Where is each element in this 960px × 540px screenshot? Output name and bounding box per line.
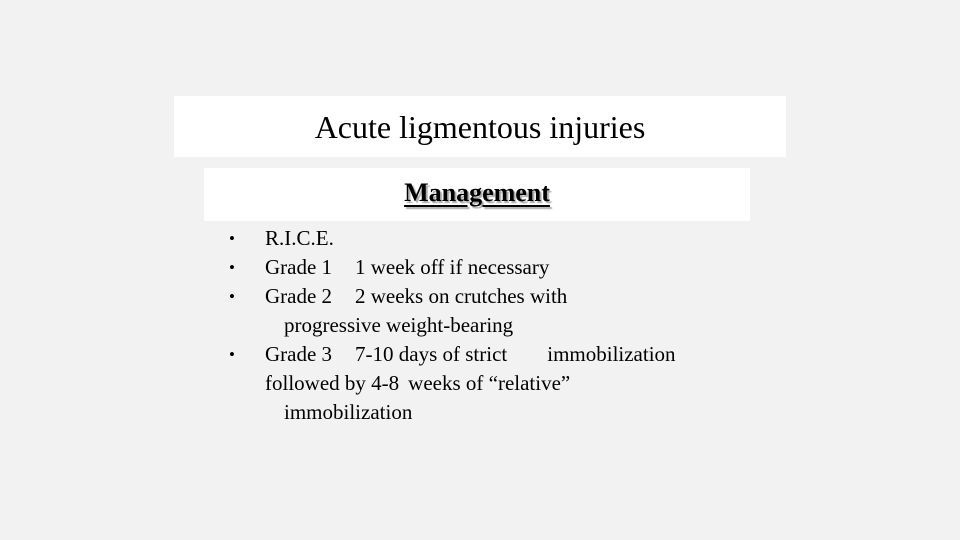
slide-subtitle: Management bbox=[404, 177, 550, 207]
bullet-text: immobilization bbox=[547, 342, 676, 366]
title-box bbox=[174, 96, 786, 157]
bullet-item-rice bbox=[226, 224, 746, 253]
bullet-text: followed by 4-8 bbox=[265, 371, 400, 395]
bullet-icon: • bbox=[229, 345, 235, 364]
bullet-text: 2 weeks on crutches with bbox=[355, 284, 568, 308]
bullet-icon: • bbox=[229, 258, 235, 277]
bullet-line bbox=[265, 340, 746, 369]
bullet-line bbox=[265, 282, 746, 311]
bullet-text: 7-10 days of strict bbox=[355, 342, 508, 366]
bullet-line bbox=[265, 369, 746, 398]
bullet-text: 1 week off if necessary bbox=[355, 255, 550, 279]
bullet-item-grade-1 bbox=[226, 253, 746, 282]
grade-label: Grade 1 bbox=[265, 255, 333, 279]
bullet-continuation: progressive weight-bearing bbox=[284, 313, 514, 337]
bullet-text: weeks of “relative” bbox=[408, 371, 571, 395]
bullet-icon: • bbox=[229, 229, 235, 248]
bullet-line bbox=[265, 253, 746, 282]
bullet-item-grade-2 bbox=[226, 282, 746, 340]
bullet-item-grade-3 bbox=[226, 340, 746, 427]
grade-label: Grade 2 bbox=[265, 284, 333, 308]
grade-label: Grade 3 bbox=[265, 342, 333, 366]
subtitle-box bbox=[204, 168, 750, 221]
bullet-continuation: immobilization bbox=[284, 400, 413, 424]
bullet-list bbox=[226, 224, 746, 427]
slide-title: Acute ligmentous injuries bbox=[314, 108, 646, 145]
bullet-icon: • bbox=[229, 287, 235, 306]
bullet-text: R.I.C.E. bbox=[265, 226, 334, 250]
